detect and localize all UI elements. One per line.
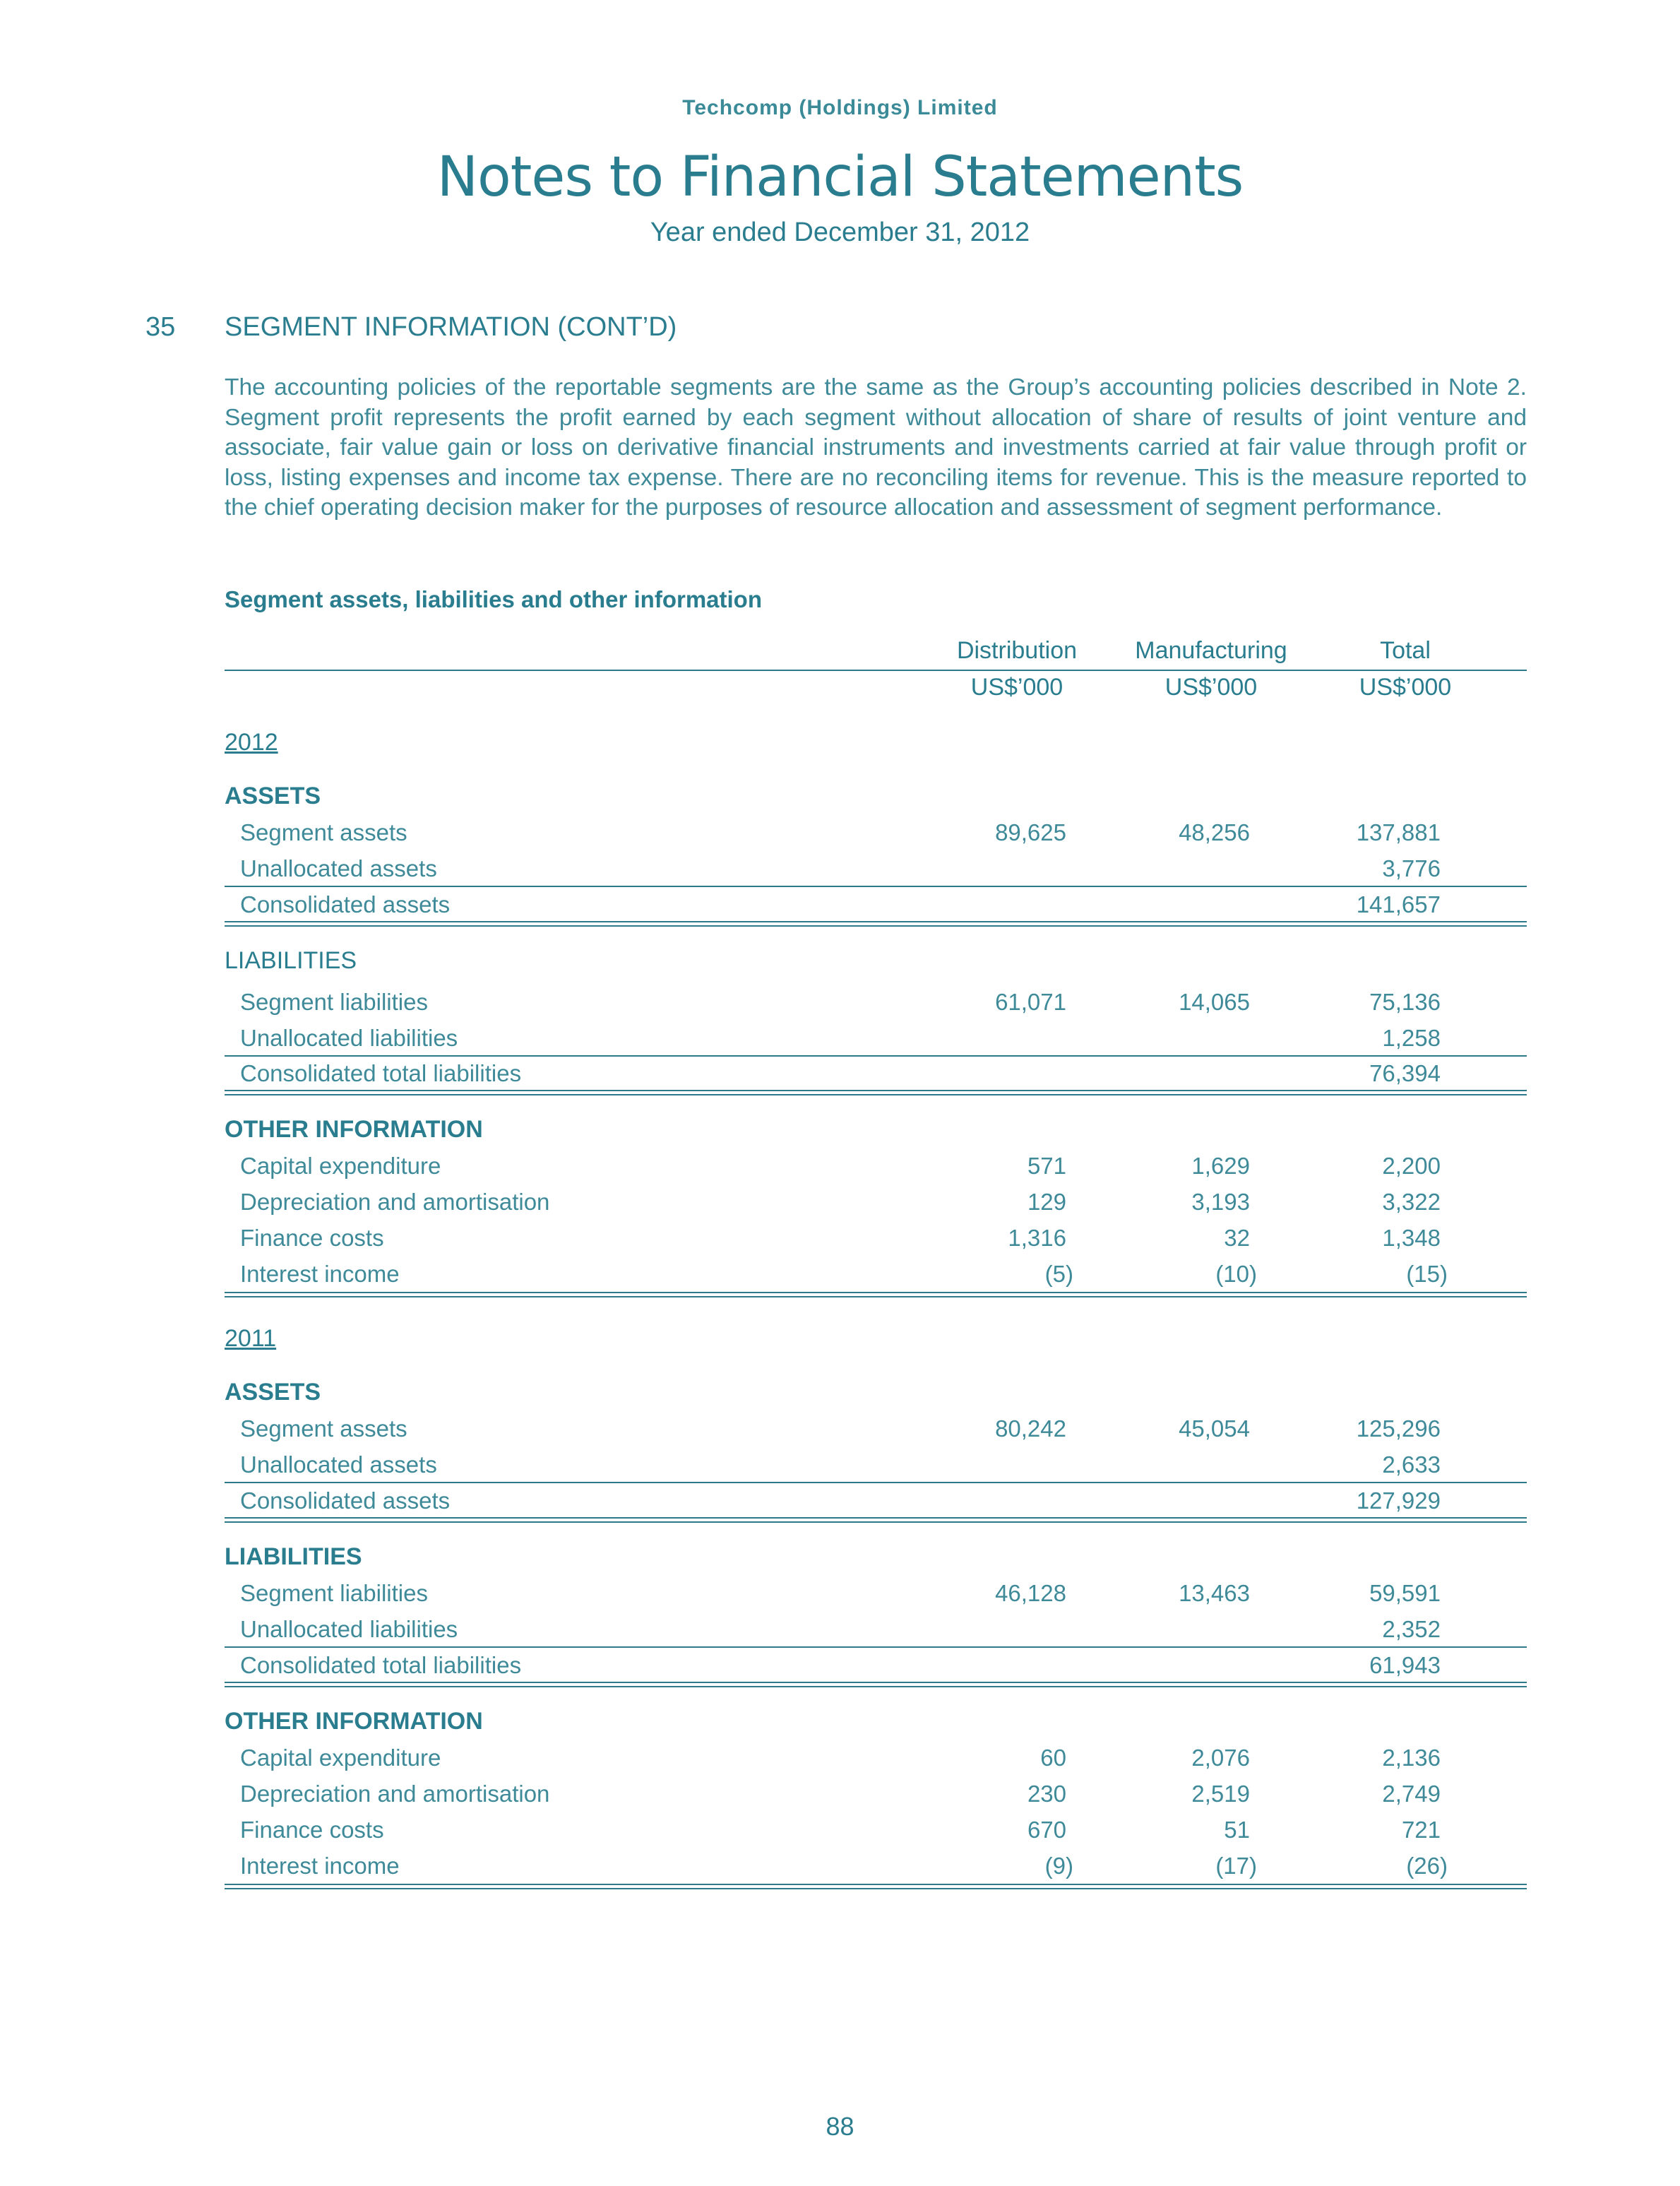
distribution-value: 670 xyxy=(1027,1817,1066,1843)
row-label: Consolidated total liabilities xyxy=(240,1060,522,1086)
row-label: Unallocated assets xyxy=(240,1451,437,1478)
row-label: Finance costs xyxy=(240,1817,384,1843)
distribution-value: 571 xyxy=(1027,1153,1066,1179)
distribution-value: (5) xyxy=(1044,1261,1073,1287)
manufacturing-value: 32 xyxy=(1224,1225,1250,1251)
distribution-value: 60 xyxy=(1040,1745,1066,1771)
column-header-distribution: Distribution xyxy=(956,637,1078,664)
assets-heading-2011: ASSETS xyxy=(225,1379,321,1406)
row-label: Segment assets xyxy=(240,819,407,845)
manufacturing-value: 2,076 xyxy=(1191,1745,1250,1771)
distribution-value: 61,071 xyxy=(995,989,1066,1015)
total-value: 2,136 xyxy=(1382,1745,1441,1771)
manufacturing-value: 48,256 xyxy=(1179,819,1250,845)
subtotal-rule xyxy=(225,1646,1527,1648)
manufacturing-value: 2,519 xyxy=(1191,1781,1250,1807)
liabilities-heading-2012: LIABILITIES xyxy=(225,947,357,974)
total-value: 1,348 xyxy=(1382,1225,1441,1251)
row-label: Depreciation and amortisation xyxy=(240,1189,550,1215)
other-info-heading-2012: OTHER INFORMATION xyxy=(225,1116,483,1143)
total-value: (26) xyxy=(1406,1853,1448,1879)
column-header-manufacturing: Manufacturing xyxy=(1135,637,1287,664)
manufacturing-value: 51 xyxy=(1224,1817,1250,1843)
row-label: Interest income xyxy=(240,1261,400,1287)
row-label: Consolidated assets xyxy=(240,1487,451,1514)
total-value: 2,200 xyxy=(1382,1153,1441,1179)
total-value: 1,258 xyxy=(1382,1025,1441,1051)
total-value: 59,591 xyxy=(1369,1580,1441,1606)
assets-heading-2012: ASSETS xyxy=(225,783,321,809)
row-label: Consolidated total liabilities xyxy=(240,1652,522,1678)
section-title: SEGMENT INFORMATION (CONT’D) xyxy=(225,312,677,342)
total-value: 75,136 xyxy=(1369,989,1441,1015)
total-double-rule xyxy=(225,1517,1527,1523)
row-label: Consolidated assets xyxy=(240,891,451,917)
row-label: Unallocated liabilities xyxy=(240,1025,458,1051)
subtotal-rule xyxy=(225,1055,1527,1057)
page-title: Notes to Financial Statements xyxy=(436,145,1244,209)
total-value: (15) xyxy=(1406,1261,1448,1287)
unit-header-manufacturing: US$’000 xyxy=(1164,674,1258,701)
total-value: 2,352 xyxy=(1382,1616,1441,1642)
other-info-heading-2011: OTHER INFORMATION xyxy=(225,1708,483,1735)
total-value: 137,881 xyxy=(1356,819,1441,845)
total-value: 3,776 xyxy=(1382,855,1441,881)
total-double-rule xyxy=(225,1292,1527,1297)
distribution-value: (9) xyxy=(1044,1853,1073,1879)
total-double-rule xyxy=(225,1682,1527,1687)
manufacturing-value: 13,463 xyxy=(1179,1580,1250,1606)
header-rule xyxy=(225,670,1527,671)
section-subheading: Segment assets, liabilities and other information xyxy=(225,586,762,612)
unit-header-total: US$’000 xyxy=(1359,674,1452,701)
manufacturing-value: (10) xyxy=(1215,1261,1257,1287)
subtotal-rule xyxy=(225,886,1527,887)
subtotal-rule xyxy=(225,1482,1527,1483)
manufacturing-value: (17) xyxy=(1215,1853,1257,1879)
distribution-value: 46,128 xyxy=(995,1580,1066,1606)
manufacturing-value: 45,054 xyxy=(1179,1415,1250,1442)
total-value: 76,394 xyxy=(1369,1060,1441,1086)
row-label: Unallocated assets xyxy=(240,855,437,881)
page-subtitle: Year ended December 31, 2012 xyxy=(650,218,1030,247)
manufacturing-value: 3,193 xyxy=(1191,1189,1250,1215)
row-label: Finance costs xyxy=(240,1225,384,1251)
row-label: Unallocated liabilities xyxy=(240,1616,458,1642)
total-double-rule xyxy=(225,1884,1527,1889)
unit-header-distribution: US$’000 xyxy=(970,674,1064,701)
total-value: 141,657 xyxy=(1356,891,1441,917)
section-number: 35 xyxy=(145,312,176,342)
row-label: Segment assets xyxy=(240,1415,407,1442)
year-2011-label: 2011 xyxy=(225,1325,277,1352)
page-number: 88 xyxy=(826,2112,854,2141)
column-header-total: Total xyxy=(1380,637,1431,664)
total-value: 127,929 xyxy=(1356,1487,1441,1514)
total-value: 61,943 xyxy=(1369,1652,1441,1678)
total-value: 721 xyxy=(1401,1817,1441,1843)
distribution-value: 80,242 xyxy=(995,1415,1066,1442)
total-value: 3,322 xyxy=(1382,1189,1441,1215)
total-value: 2,633 xyxy=(1382,1451,1441,1478)
total-value: 2,749 xyxy=(1382,1781,1441,1807)
row-label: Capital expenditure xyxy=(240,1745,441,1771)
section-paragraph: The accounting policies of the reportable segments are the same as the Group’s accounting policies described in Note 2. Segment profit represents the profit earned by each segment without allocation of share of results of joint venture and associate, fair value gain or loss on derivative financial instruments and investments carried at fair value through profit or loss, listing expenses and income tax expense. There are no reconciling items for revenue. This is the measure reported to the chief operating decision maker for the purposes of resource allocation and assessment of segment performance. xyxy=(225,374,1527,521)
distribution-value: 230 xyxy=(1027,1781,1066,1807)
company-name: Techcomp (Holdings) Limited xyxy=(682,96,998,119)
row-label: Segment liabilities xyxy=(240,989,428,1015)
year-2012-label: 2012 xyxy=(225,729,278,756)
distribution-value: 89,625 xyxy=(995,819,1066,845)
liabilities-heading-2011: LIABILITIES xyxy=(225,1543,362,1570)
manufacturing-value: 1,629 xyxy=(1191,1153,1250,1179)
total-double-rule xyxy=(225,921,1527,927)
row-label: Interest income xyxy=(240,1853,400,1879)
row-label: Depreciation and amortisation xyxy=(240,1781,550,1807)
distribution-value: 1,316 xyxy=(1008,1225,1066,1251)
row-label: Segment liabilities xyxy=(240,1580,428,1606)
total-value: 125,296 xyxy=(1356,1415,1441,1442)
distribution-value: 129 xyxy=(1027,1189,1066,1215)
row-label: Capital expenditure xyxy=(240,1153,441,1179)
manufacturing-value: 14,065 xyxy=(1179,989,1250,1015)
total-double-rule xyxy=(225,1090,1527,1095)
